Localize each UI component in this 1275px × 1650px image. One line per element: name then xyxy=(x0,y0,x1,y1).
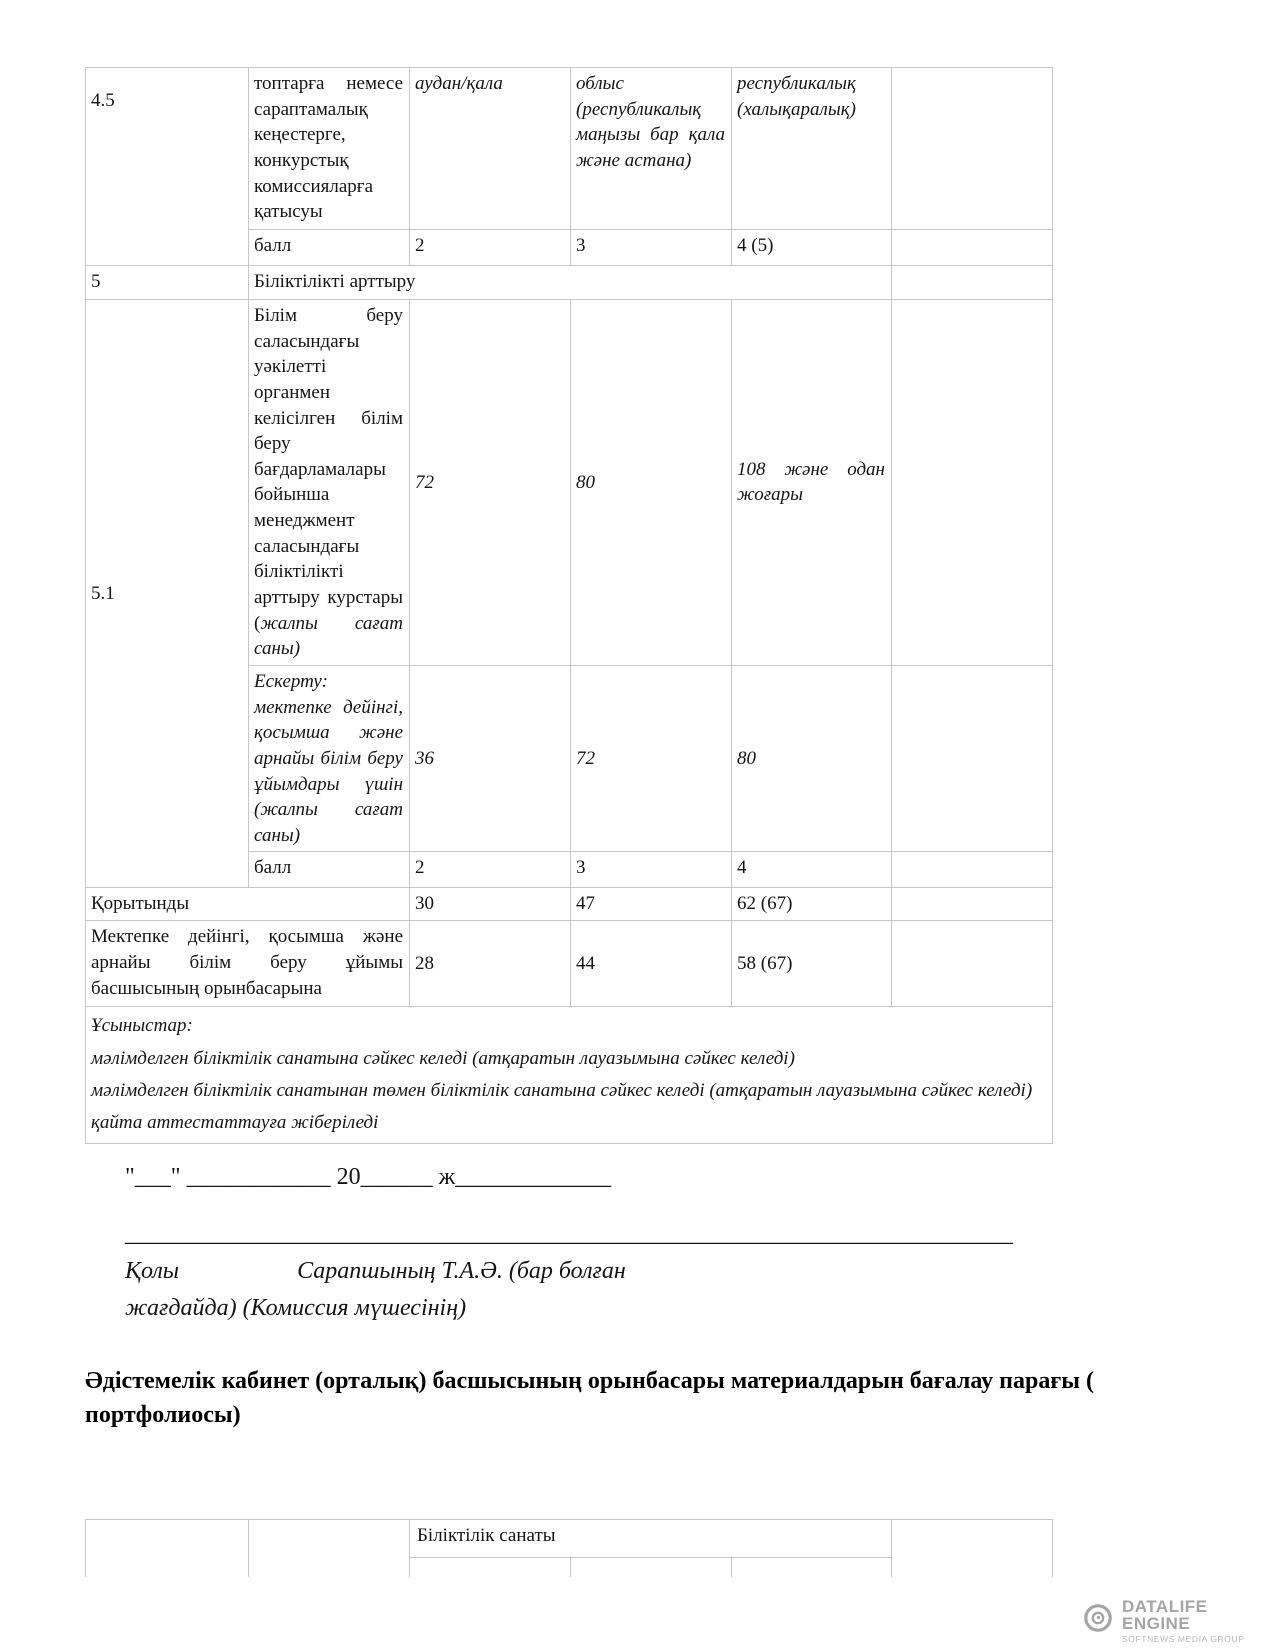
table-row xyxy=(86,266,1053,300)
table-row-recommendations xyxy=(86,1007,1053,1143)
empty-cell xyxy=(571,1558,732,1578)
total-value-cell: 47 xyxy=(571,888,732,921)
empty-cell xyxy=(86,1520,249,1578)
watermark-title: DATALIFE ENGINE xyxy=(1122,1597,1208,1633)
criteria-cell xyxy=(249,300,410,666)
empty-cell xyxy=(892,300,1053,666)
score-value-cell: 2 xyxy=(410,230,571,266)
watermark-subtitle: SOFTNEWS MEDIA GROUP xyxy=(1122,1634,1245,1644)
signature-label: Қолы xyxy=(125,1257,180,1284)
empty-cell xyxy=(892,266,1053,300)
deputy-value-cell: 28 xyxy=(410,921,571,1007)
datalife-logo-icon xyxy=(1083,1603,1113,1638)
signature-line-continuation: жағдайда) (Комиссия мүшесінің) xyxy=(125,1294,467,1321)
republic-value-cell: 108 және одан жоғары xyxy=(732,300,892,666)
deputy-value-cell: 44 xyxy=(571,921,732,1007)
table-row-deputy-total xyxy=(86,921,1053,1007)
signature-rule-line: __________________________________________________________________________ xyxy=(125,1220,1013,1247)
date-fill-in-line: "___" ____________ 20______ ж_____________ xyxy=(125,1163,612,1190)
empty-cell xyxy=(892,68,1053,230)
recommendation-option: мәлімделген біліктілік санатына сәйкес келеді (атқаратын лауазымына сәйкес келеді) xyxy=(91,1047,795,1069)
row-number-cell: 4.5 xyxy=(86,68,249,266)
district-value-cell: 36 xyxy=(410,665,571,851)
district-level-cell: аудан/қала xyxy=(410,68,571,230)
deputy-label-cell: Мектепке дейінгі, қосымша және арнайы білім беру ұйымы басшысының орынбасарына xyxy=(86,921,410,1007)
score-value-cell: 3 xyxy=(571,852,732,888)
total-value-cell: 30 xyxy=(410,888,571,921)
total-value-cell: 62 (67) xyxy=(732,888,892,921)
empty-cell xyxy=(892,665,1053,851)
criteria-note-text: жалпы сағат саны) xyxy=(254,612,403,660)
empty-cell xyxy=(249,1520,410,1578)
republic-level-cell: республикалық (халықаралық) xyxy=(732,68,892,230)
deputy-value-cell: 58 (67) xyxy=(732,921,892,1007)
signature-line xyxy=(125,1258,1275,1285)
section-heading: Әдістемелік кабинет (орталық) басшысының орынбасары материалдарын бағалау парағы ( портфолиосы) xyxy=(85,1367,1094,1429)
score-value-cell: 3 xyxy=(571,230,732,266)
score-label-cell: балл xyxy=(249,230,410,266)
score-value-cell: 2 xyxy=(410,852,571,888)
section-title-cell: Біліктілікті арттыру xyxy=(249,266,892,300)
criteria-cell: топтарға немесе сараптамалық кеңестерге, конкурстық комиссияларға қатысуы xyxy=(249,68,410,230)
criteria-text: Білім беру саласындағы уәкілетті органмен келісілген білім беру бағдарламалары бойынша менеджмент саласындағы біліктілікті арттыру курстары ( xyxy=(254,305,403,634)
table-row xyxy=(86,300,1053,666)
assessment-table xyxy=(85,67,1053,1144)
empty-cell xyxy=(892,230,1053,266)
score-value-cell: 4 xyxy=(732,852,892,888)
empty-cell xyxy=(892,1520,1053,1578)
recommendations-cell xyxy=(86,1007,1053,1143)
recommendation-option: мәлімделген біліктілік санатынан төмен біліктілік санатына сәйкес келеді (атқаратын лауазымына сәйкес келеді) xyxy=(91,1080,1033,1102)
empty-cell xyxy=(892,921,1053,1007)
oblast-value-cell: 72 xyxy=(571,665,732,851)
total-label-cell: Қорытынды xyxy=(86,888,410,921)
qualification-category-header-cell: Біліктілік санаты xyxy=(410,1520,892,1558)
empty-cell xyxy=(410,1558,571,1578)
score-label-cell: балл xyxy=(249,852,410,888)
row-number-cell: 5 xyxy=(86,266,249,300)
empty-cell xyxy=(892,888,1053,921)
oblast-value-cell: 80 xyxy=(571,300,732,666)
expert-name-caption: Сарапшының Т.А.Ә. (бар болған xyxy=(297,1257,626,1284)
republic-value-cell: 80 xyxy=(732,665,892,851)
note-cell: Ескерту: мектепке дейінгі, қосымша және арнайы білім беру ұйымдары үшін (жалпы сағат саны) xyxy=(249,665,410,851)
district-value-cell: 72 xyxy=(410,300,571,666)
oblast-level-cell: облыс (республикалық маңызы бар қала және астана) xyxy=(571,68,732,230)
table-row xyxy=(86,1520,1053,1558)
score-value-cell: 4 (5) xyxy=(732,230,892,266)
table-row-total xyxy=(86,888,1053,921)
recommendation-option: қайта аттестаттауға жіберіледі xyxy=(91,1112,379,1134)
second-table-clip xyxy=(85,1519,1054,1577)
empty-cell xyxy=(892,852,1053,888)
table-row xyxy=(86,68,1053,230)
qualification-category-table xyxy=(85,1519,1053,1577)
empty-cell xyxy=(732,1558,892,1578)
watermark-text xyxy=(1122,1598,1275,1644)
row-number-cell: 5.1 xyxy=(86,300,249,888)
datalife-engine-watermark xyxy=(1083,1598,1275,1644)
recommendations-title: Ұсыныстар: xyxy=(91,1015,193,1037)
